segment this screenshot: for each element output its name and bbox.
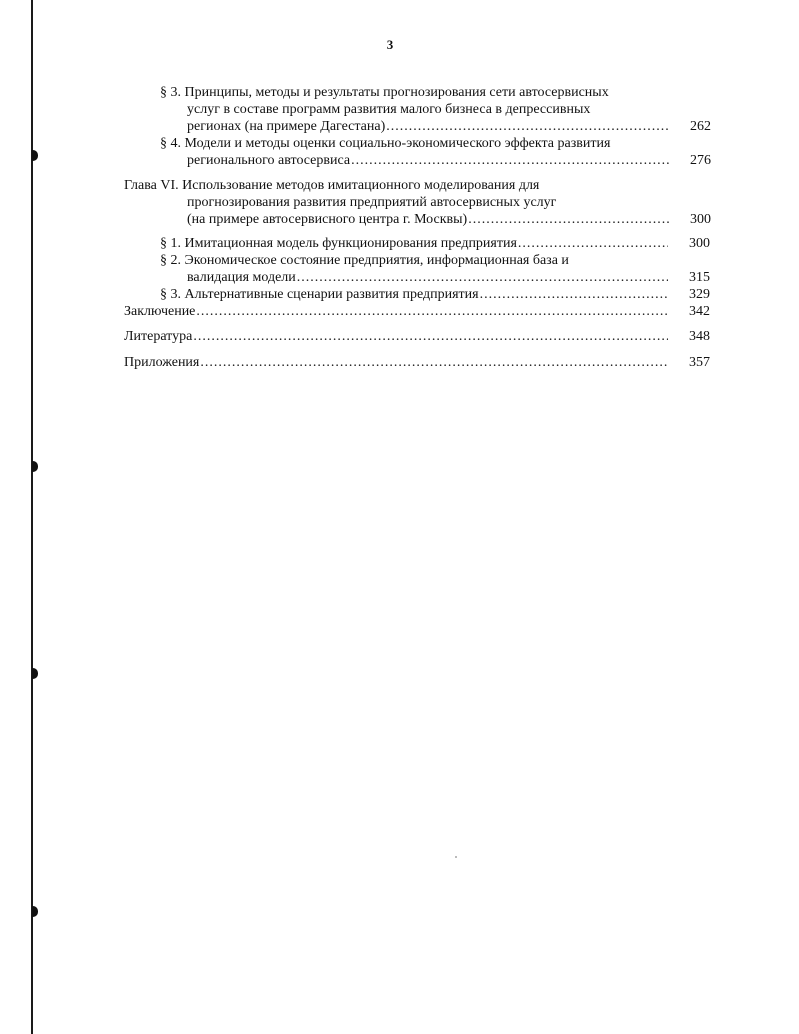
punch-hole-mark [32, 906, 38, 917]
toc-entry-conclusion[interactable] [124, 303, 710, 320]
toc-entry-s1-ch6[interactable] [160, 235, 710, 252]
punch-hole-mark [32, 150, 38, 161]
leader-dots [468, 211, 669, 228]
toc-page-number: 276 [690, 153, 711, 168]
punch-hole-mark [32, 668, 38, 679]
toc-page-number: 300 [689, 236, 710, 251]
toc-page-number: 348 [689, 329, 710, 344]
toc-entry-ch6[interactable] [187, 211, 711, 228]
toc-entry-s4-ch5[interactable] [187, 152, 711, 169]
toc-entry-s3-ch6[interactable] [160, 286, 710, 303]
toc-entry-text: § 3. Принципы, методы и результаты прогнозирования сети автосервисных [160, 85, 609, 100]
toc-entry-text: Заключение [124, 304, 196, 319]
toc-entry-text: регионального автосервиса [187, 153, 351, 168]
leader-dots [193, 328, 668, 345]
leader-dots [386, 118, 669, 135]
toc-page-number: 342 [689, 304, 710, 319]
toc-entry-text: Приложения [124, 355, 200, 370]
toc-entry-text: § 4. Модели и методы оценки социально-экономического эффекта развития [160, 136, 611, 151]
toc-entry-text: (на примере автосервисного центра г. Москвы) [187, 212, 468, 227]
leader-dots [297, 269, 668, 286]
scan-speck [455, 856, 457, 858]
toc-entry-text: § 1. Имитационная модель функционирования предприятия [160, 236, 517, 251]
punch-hole-mark [32, 461, 38, 472]
leader-dots [196, 303, 668, 320]
toc-entry-text: Литература [124, 329, 193, 344]
leader-dots [200, 354, 668, 371]
toc-entry-s2-ch6[interactable] [187, 269, 710, 286]
toc-entry-text: § 2. Экономическое состояние предприятия, информационная база и [160, 253, 569, 268]
toc-page-number: 262 [690, 119, 711, 134]
leader-dots [351, 152, 669, 169]
toc-entry-text: услуг в составе программ развития малого бизнеса в депрессивных [187, 102, 591, 117]
toc-entry-literature[interactable] [124, 328, 710, 345]
leader-dots [480, 286, 668, 303]
toc-page-number: 329 [689, 287, 710, 302]
toc-entry-text: § 3. Альтернативные сценарии развития предприятия [160, 287, 479, 302]
toc-entry-text: валидация модели [187, 270, 296, 285]
toc-entry-appendices[interactable] [124, 354, 710, 371]
toc-chapter-title: Глава VI. Использование методов имитационного моделирования для [124, 178, 540, 193]
toc-entry-s3-ch5[interactable] [187, 118, 711, 135]
page-number: 3 [386, 37, 394, 52]
toc-entry-text: регионах (на примере Дагестана) [187, 119, 386, 134]
toc-page-number: 315 [689, 270, 710, 285]
toc-entry-text: прогнозирования развития предприятий автосервисных услуг [187, 195, 557, 210]
toc-page-number: 300 [690, 212, 711, 227]
leader-dots [518, 235, 668, 252]
toc-page-number: 357 [689, 355, 710, 370]
